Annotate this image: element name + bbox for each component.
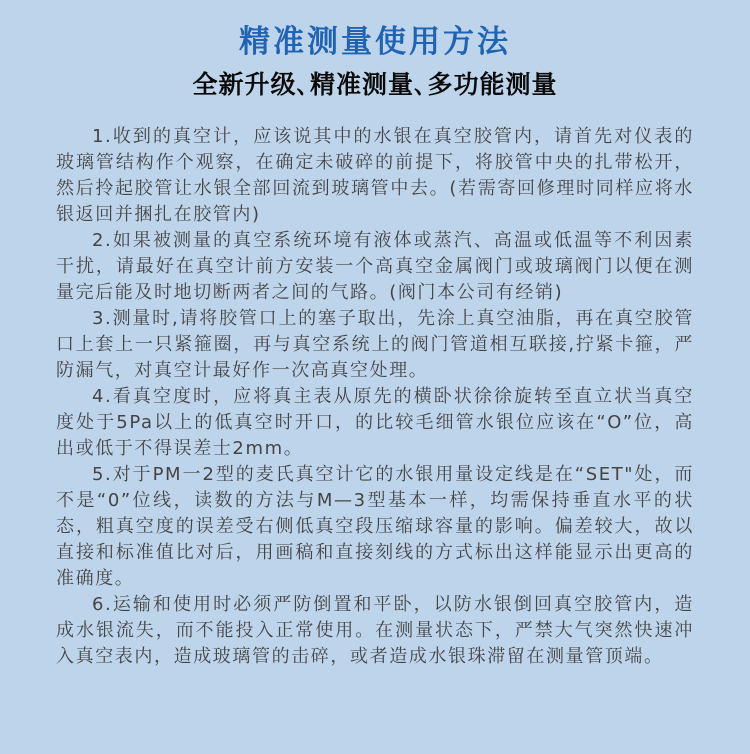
instruction-paragraph-6: 6.运输和使用时必须严防倒置和平卧，以防水银倒回真空胶管内，造成水银流失，而不能投入正常使用。在测量状态下，严禁大气突然快速冲入真空表内，造成玻璃管的击碎，或者造成水银珠滞留在测量管顶端。 xyxy=(56,594,694,667)
instruction-body xyxy=(56,124,694,670)
page-subtitle: 全新升级､精准测量､多功能测量 xyxy=(192,70,558,99)
instruction-paragraph-1: 1.收到的真空计，应该说其中的水银在真空胶管内，请首先对仪表的玻璃管结构作个观察，在确定未破碎的前提下，将胶管中央的扎带松开，然后拎起胶管让水银全部回流到玻璃管中去。(若需寄回修理时同样应将水银返回并捆扎在胶管内) xyxy=(56,126,694,225)
instruction-paragraph-5: 5.对于PM一2型的麦氏真空计它的水银用量设定线是在“SET"处，而不是“0”位线，读数的方法与M—3型基本一样，均需保持垂直水平的状态，粗真空度的误差受右侧低真空段压缩球容量的影响。偏差较大，故以直接和标准值比对后，用画稿和直接刻线的方式标出这样能显示出更高的准确度。 xyxy=(56,464,694,589)
instruction-paragraph-2: 2.如果被测量的真空系统环境有液体或蒸汽、高温或低温等不利因素干扰，请最好在真空计前方安装一个高真空金属阀门或玻璃阀门以便在测量完后能及时地切断两者之间的气路。(阀门本公司有经销) xyxy=(56,230,694,303)
instruction-paragraph-3: 3.测量时,请将胶管口上的塞子取出，先涂上真空油脂，再在真空胶管口上套上一只紧箍圈，再与真空系统上的阀门管道相互联接,拧紧卡箍，严防漏气，对真空计最好作一次高真空处理。 xyxy=(56,308,694,381)
page-title: 精准测量使用方法 xyxy=(239,24,511,60)
instruction-paragraph-4: 4.看真空度时，应将真主表从原先的横卧状徐徐旋转至直立状当真空度处于5Pa以上的低真空时开口，的比较毛细管水银位应该在“O”位，高出或低于不得误差士2mm。 xyxy=(56,386,694,459)
